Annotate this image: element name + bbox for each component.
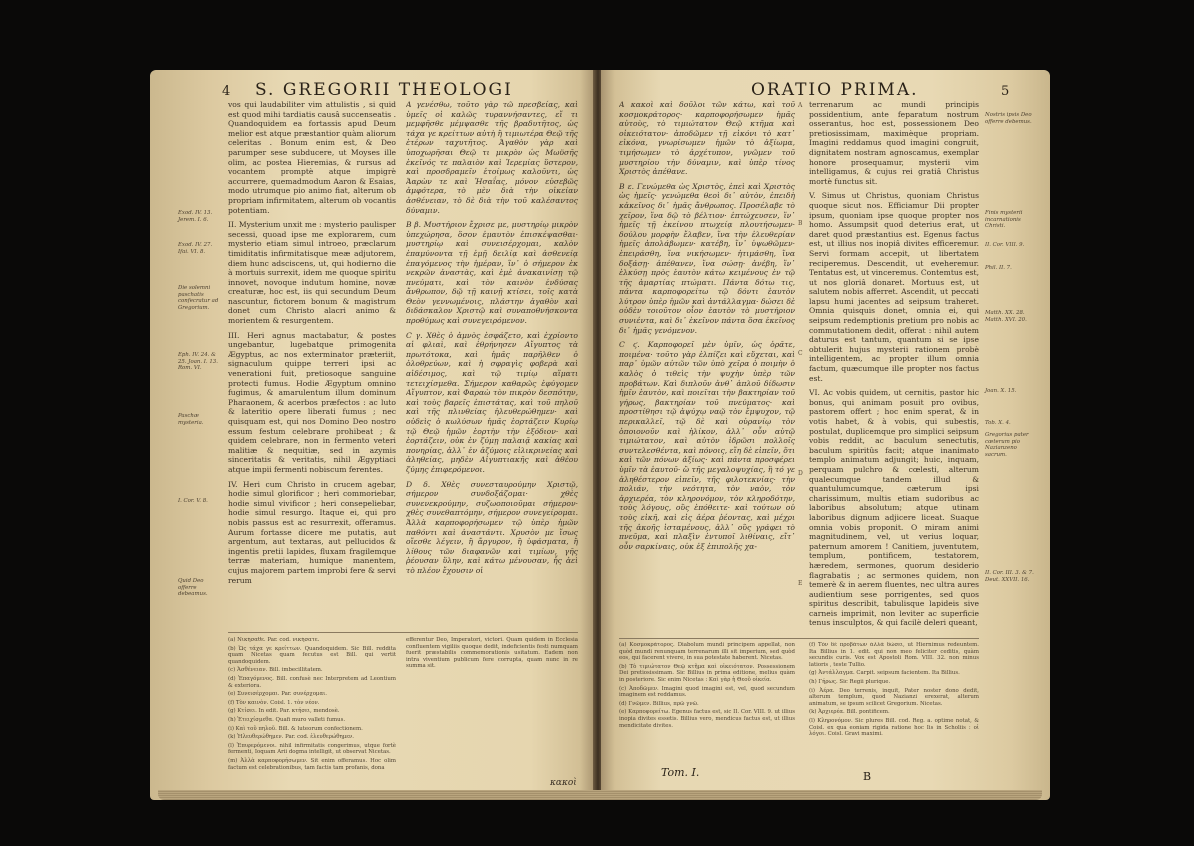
line-letter: A (798, 102, 803, 109)
footnote: (i) Καὶ τοῦ πηλοῦ. Bill. & luteorum confectionem. (228, 725, 363, 732)
footnote: (a) Νικήσαθε. Par. cod. νικήσατε. (228, 637, 320, 643)
footnote: (d) Γνῶμεν. Billius, πρῶ γνῶ. (619, 700, 699, 707)
running-head: ORATIO PRIMA. (751, 80, 919, 100)
line-letter: D (798, 470, 803, 477)
margin-note: Nostris ipsis Deo offerre debemus. (985, 112, 1032, 125)
footnote: (b) Τὸ τιμιώτατον Θεῷ κτῆμα καὶ οἰκειότατον. Possessionem Dei pretiosissimam. Sic Billius in prima editione, melius quàm in posteriore. Sic enim Nicetas : Καὶ γὰρ ἡ Θεοῦ οἰκεία. (619, 663, 795, 683)
margin-note: Finis mysterii incarnationis Christi. (985, 210, 1023, 230)
latin-paragraph: V. Simus ut Christus, quoniam Christus quoque sicut nos. Efficiamur Dii propter ipsum, quoniam ipse quoque propter nos homo. Assumpsit quod deterius erat, ut daret quod præstantius est. Egenus factus est, ut illius nos inopiâ divites efficeremur. Servi formam accepit, ut libertatem reciperemus. Descendit, ut eveheremur. Tentatus est, ut vinceremus. Contemtus est, ut nos gloriâ donaret. Mortuus est, ut salutem nobis afferret. Ascendit, ut peccati lapsu humi jacentes ad seipsum traheret. Omnia quisquis donet, omnia ei, qui seipsum redemptionis pretium pro nobis ac commutationem dedit, offerat : nihil autem daturus est tantum, quantum si se ipse obtulerit hujus mysterii rationem probè intelligentem, ac propter illum omnia factum, quæcumque ille propter nos factus est. (809, 191, 979, 383)
footnote: (d) Ἐπαγόμενος. Bill. confusè nec Interpretem ad Leontium & exteriora. (228, 675, 396, 689)
greek-column (406, 100, 578, 628)
latin-column (228, 100, 396, 628)
footnotes-right-col (406, 637, 578, 785)
footnote: (f) Τὸν καινὸν. Coisl. 1. τὸν νέον. (228, 699, 320, 706)
margin-note: Phil. II. 7. (985, 265, 1012, 271)
footnote: (b) Ὡς τάχα γε κρείττων. Quandoquidem. Sic Bill. reddita quam Nicetas quam fecutus est Bill. qui vertit quandoquidem. (228, 645, 396, 665)
footnote: (l) Ἐπιφερόμενοι. nihil infirmitatis congerimus, utque fortè fermenti, Ioquam Arii dogma intelligit, ut observat Nicetas. (228, 742, 396, 756)
greek-paragraph: B β. Μυστήριον ἔχρισε με, μυστηρίῳ μικρὸν ὑπεχώρησα, ὅσον ἐμαυτὸν ἐπισκέψασθαι· μυστηρίῳ καὶ συνεισέρχομαι, καλὸν ἐπαμύνοντα τῇ ἐμῇ δειλίᾳ καὶ ἀσθενείᾳ ἐπαγόμενος τὴν ἡμέραν, ἵν᾽ ὁ σήμερον ἐκ νεκρῶν ἀναστὰς, καὶ ἐμὲ ἀνακαινίσῃ τῷ πνεύματι, καὶ τὸν καινὸν ἐνδύσας ἄνθρωπον, δῷ τῇ καινῇ κτίσει, τοῖς κατὰ Θεὸν γεννωμένοις, πλάστην ἀγαθὸν καὶ διδάσκαλον Χριστῷ καὶ συναποθνήσκοντα προθύμως καὶ συνεγειρόμενον. (406, 220, 578, 326)
latin-column (809, 100, 979, 635)
page-number: 4 (222, 84, 231, 99)
greek-paragraph: C γ. Χθὲς ὁ ἀμνὸς ἐσφάζετο, καὶ ἐχρίοντο αἱ φλιαὶ, καὶ ἐθρήνησεν Αἴγυπτος τὰ πρωτότοκα, καὶ ἡμᾶς παρῆλθεν ὁ ὀλοθρεύων, καὶ ἡ σφραγὶς φοβερὰ καὶ αἰδέσιμος, καὶ τῷ τιμίῳ αἵματι τετειχίσμεθα. Σήμερον καθαρῶς ἐφύγομεν Αἴγυπτον, καὶ Φαραὼ τὸν πικρὸν δεσπότην, καὶ τοὺς βαρεῖς ἐπιστάτας, καὶ τοῦ πηλοῦ καὶ τῆς πλινθείας ἠλευθερώθημεν· καὶ οὐδεὶς ὁ κωλύσων ἡμᾶς ἑορτάζειν Κυρίῳ τῷ Θεῷ ἡμῶν ἑορτὴν τὴν ἐξόδιον· καὶ ἑορτάζειν, οὐκ ἐν ζύμῃ παλαιᾷ κακίας καὶ πονηρίας, ἀλλ᾽ ἐν ἀζύμοις εἰλικρινείας καὶ ἀληθείας, μηδὲν Αἰγυπτιακῆς καὶ ἀθέου ζύμης ἐπιφερόμενοι. (406, 330, 578, 474)
signature-mark: B (863, 770, 872, 783)
margin-note: Matth. XX. 28. Matth. XVI. 20. (985, 310, 1027, 323)
footnote: (a) Κοσμοκράτορος. Diabolum mundi principem appellat, non quòd mundi renunquam terrenarum illi sit imperium, sed quòd eos, qui facerent vivere, in sua potestate haberent. Nicetas. (619, 642, 795, 662)
margin-note: Tob. X. 4. (985, 420, 1011, 426)
open-book (150, 70, 1050, 800)
margin-note: II. Cor. III. 3. & 7. Deut. XXVII. 16. (985, 570, 1034, 583)
footnote: (g) Ἀντάλλαγμα. Carpit. seipsum facientem. Ita Billius. (809, 670, 960, 677)
page-number: 5 (1001, 84, 1010, 99)
running-head: S. GREGORII THEOLOGI (255, 80, 513, 100)
footnote: (m) Ἀλλὰ καρποφορήσωμεν. Sit enim offeramus. Hoc olim factum est celebrationibus, tam factis tam profanis, dona (228, 757, 396, 771)
line-letter: E (798, 580, 803, 587)
margin-note: Exod. IV. 13. Jerem. I. 6. (178, 210, 213, 223)
footnote: (l) Κληρονόμον. Sic plures Bill. cod. Reg. a. optime notat, & Coisl. ex qua eoniam rigida ratione hoc Iis in Scholiis : οἱ λόγοι. Coisl. Gravi maximi. (809, 717, 979, 738)
footnotes-right (809, 642, 979, 762)
margin-note: Eph. IV. 24. & 25. Joan. I. 13. Rom. VI. (178, 352, 218, 372)
footnote: (e) Συνεισέρχομαι. Par. συνέρχομαι. (228, 691, 327, 698)
margin-note: I. Cor. V. 8. (178, 498, 208, 504)
footnote-rule (619, 638, 979, 639)
footnote: (h) Ἐτειχίσμεθα. Quafi muro valleti fumus. (228, 716, 346, 723)
footnote: (k) Ἠλευθερώθημεν. Par. cod. ἐλευθερώθημεν. (228, 734, 355, 741)
margin-note: Quid Deo offerre debeamus. (178, 578, 208, 598)
greek-paragraph: D δ. Χθὲς συνεσταυρούμην Χριστῷ, σήμερον συνδοξάζομαι· χθὲς συνενεκρούμην, συζωοποιοῦμαι σήμερον· χθὲς συνεθαπτόμην, σήμερον συνεγείρομαι. Ἀλλὰ καρποφορήσωμεν τῷ ὑπὲρ ἡμῶν παθόντι καὶ ἀναστάντι. Χρυσὸν με ἴσως οἴεσθε λέγειν, ἢ ἄργυρον, ἢ ὑφάσματα, ἢ λίθους τῶν διαφανῶν καὶ τιμίων, γῆς ῥέουσαν ὕλην, καὶ κάτω μένουσαν, ἧς ἀεὶ τὸ πλέον ἔχουσιν οἱ (406, 479, 578, 575)
footnote: (c) Ἀποδῶμεν. Imagini quod imagini est, vel, quod secundum imaginem est reddamus. (619, 685, 795, 699)
footnote: (c) Ἀσθένειαν. Bill. imbecillitatem. (228, 667, 323, 674)
latin-paragraph: IV. Heri cum Christo in crucem agebar, hodie simul glorificor ; heri commoriebar, hodie simul vivificor ; heri consepeliebar, hodie simul resurgo. Itaque ei, qui pro nobis passus est ac resurrexit, offeramus. Aurum fortasse dicere me putatis, aut argentum, aut textaras, aut pellucidos & ingentis pretii lapides, fluxam fragilemque terræ materiam, humique manentem, cujus majorem partem improbi fere & servi rerum (228, 479, 396, 585)
latin-paragraph: VI. Ac vobis quidem, ut cernitis, pastor hic bonus, qui animam posuit pro ovibus, pastorem offert ; hoc enim sperat, & in votis habet, & à vobis, qui subestis, postulat, duplicemque pro simplici seipsum vobis reddit, ac baculum senectutis, baculum spiritûs facit; atque inanimato templo animatum adjungit; huic, inquam, perquam pulchro & cœlesti, alterum qualecumque tandem illud & quantulumcumque, cæterum ipsi charissimum, multis etiam sudoribus ac laboribus absolutum; atque utinam laboribus dignum adjicere liceat. Suaque omnia vobis proponit. O miram animi magnitudinem, vel, ut verius loquar, paternum amorem ! Canitiem, juventutem, templum, pontificem, testatorem, hæredem, sermones, quorum desiderio flagrabatis ; ac sermones quidem, non temerè & in aerem fluentes, nec ultra aures audientium sese porrigentes, sed quos spiritus describit, tabulisque lapideis sive carneis imprimit, non leviter ac superficie tenus insculptos, & qui facilè deleri queant, (809, 388, 979, 628)
footnote: (h) Γήρως. Sic Regii plurique. (809, 678, 891, 685)
latin-paragraph: III. Heri agnus mactabatur, & postes ungebantur, lugebatque primogenita Ægyptus, ac nos exterminator præteriit, signaculum quippe terreri ipsi ac venerationi fuit, pretiosoque sanguine protecti fumus. Hodie Ægyptum omnino fugimus, & amarulentum illum dominum Pharaonem, & acerbos præfectos : ac luto & lateritio opere liberati fumus ; nec quisquam est, qui nos Domino Deo nostro essum festum celebrare prohibeat ; & quidem celebrare, non in fermento veteri malitiæ & nequitiæ, sed in azymis sinceritatis & veritatis, nihil Ægyptiaci atque impii fermenti nobiscum ferentes. (228, 330, 396, 474)
line-letters (798, 100, 806, 630)
footnote: (k) Ἀρχιερέα. Bill. pontificem. (809, 709, 890, 716)
footnote: (f) Τὸν δὲ προβάτων ἀλλὰ δώσει, ut Hiernimus redeuntem. Ita Billius in 1. edit. qui non meo feliciter ceditis, quàm secundis curis. Vox est Apostoli Rom. VIII. 32. non minus latioris , teste Tullio. (809, 642, 979, 668)
latin-paragraph: II. Mysterium unxit me : mysterio paulisper secessi, quoad ipse me explorarem, cum mysterio etiam simul introeo, præclarum timiditatis infirmitatisque meæ adjutorem, diem hunc adsciscens, ut, qui hodierno die à mortuis surrexit, idem me quoque spiritu innovet, novoque indutum homine, novæ creaturæ, hoc est, iis qui secundum Deum nascuntur, fictorem bonum & magistrum donet cum Christo alacri animo & morientem & resurgentem. (228, 220, 396, 326)
latin-paragraph: vos qui laudabiliter vim attulistis , si quid est quod mihi tardiatis causâ succenseatis . Quandoquidem ea fortassis apud Deum melior est atque præstantior quàm aliorum celeritas . Bonum enim est, & Deo parumper sese subducere, ut Moyses ille olim, ac postea Hieremias, & rursus ad vocantem promptè atque impigrè accurrere, quemadmodum Aaron & Esaias, modo utrumque pio animo fiat, alterum ob propriam infirmitatem, alterum ob vocantis potentiam. (228, 100, 396, 215)
margin-note: Gregorius pater cœterum pio Nazianzeno sacrum. (985, 432, 1029, 458)
greek-paragraph: A κακοὶ καὶ δοῦλοι τῶν κάτω, καὶ τοῦ κοσμοκράτορος· καρποφορήσωμεν ἡμᾶς αὐτοὺς, τὸ τιμιώτατον Θεῷ κτῆμα καὶ οἰκειότατον· ἀποδῶμεν τῇ εἰκόνι τὸ κατ᾽ εἰκόνα, γνωρίσωμεν ἡμῶν τὸ ἀξίωμα, τιμήσωμεν τὸ ἀρχέτυπον, γνῶμεν τοῦ μυστηρίου τὴν δύναμιν, καὶ ὑπὲρ τίνος Χριστὸς ἀπέθανε. (619, 100, 795, 177)
left-page (150, 70, 595, 800)
footnote: (i) Ἀέρα. Deo terrenis, inquit, Pater noster dono dedit, alterum templum, quod Nazianzi erexerat, alterum animatum, se ipsum scilicet Gregorium. Nicetas. (809, 687, 979, 707)
margin-note: Exod. IV. 27. Ifai. VI. 8. (178, 242, 213, 255)
margin-note: Die solemni paschatis confecratur ad Gregorium. (178, 285, 219, 311)
line-letter: C (798, 350, 803, 357)
latin-paragraph: terrenarum ac mundi principis possidentium, ante feparatum nostrum osserantus, hoc est, possessionem Deo pretiosissimam, maximèque propriam. Imagini reddamus quod imagini congruit, dignitatem nostram agnoscamus, exemplar honore prosequamur, mysterii vim intelligamus, & cujus rei gratiâ Christus mortè functus sit. (809, 100, 979, 186)
volume-catchword: Tom. I. (661, 766, 700, 779)
footnote: (e) Καρποφορείτω. Egenus factus est, sic II. Cor. VIII. 9. ut illius inopia divites essetis. Billius vero, mendicus factus est, ut illius mendicitate divites. (619, 709, 795, 729)
greek-column (619, 100, 795, 635)
margin-note: Paschæ mysteria. (178, 413, 204, 426)
line-letter: B (798, 220, 803, 227)
margin-note: II. Cor. VIII. 9. (985, 242, 1025, 248)
footnote: efferentur Deo, Imperatori, victori. Quam quidem in Ecclesia confluentem vigiliis quoque dedit, indeficientis festi numquam fuerit præstabilis commemorationis usitatum. Eadem non intra viventium publicum fere corrupta, quam nunc in re summa sit. (406, 637, 578, 670)
footnote: (g) Κτίσει. In edit. Par. κτήσει, mendosè. (228, 708, 340, 715)
catchword: κακοὶ (550, 778, 577, 788)
right-page (601, 70, 1050, 800)
page-edges (158, 790, 1042, 800)
greek-paragraph: A γενέσθω, τοῦτο γὰρ τῶ πρεσβείας, καὶ ὑμεῖς οἱ καλῶς τυραννήσαντες, εἴ τι μεμφῆσθε μέμψασθε τῆς βραδυτῆτος, ὡς τάχα γε κρείττων αὐτὴ ἢ τιμιωτέρα Θεῷ τῆς ἑτέρων ταχυτῆτος. Ἀγαθὸν γὰρ καὶ ὑποχωρῆσαι Θεῷ τι μικρὸν ὡς Μωϋσῆς ἐκεῖνός τε παλαιὸν καὶ Ἱερεμίας ὕστερον, καὶ προσδραμεῖν ἑτοίμως καλοῦντι, ὡς Ἀαρὼν τε καὶ Ἡσαΐας, μόνον εὐσεβῶς ἀμφότερα, τὸ μὲν διὰ τὴν οἰκείαν ἀσθένειαν, τὸ δὲ διὰ τὴν τοῦ καλέσαντος δύναμιν. (406, 100, 578, 215)
footnotes-left (619, 642, 795, 762)
margin-note: Joan. X. 15. (985, 388, 1017, 394)
footnotes-left (228, 637, 396, 785)
greek-paragraph: B ε. Γενώμεθα ὡς Χριστὸς, ἐπεὶ καὶ Χριστὸς ὡς ἡμεῖς· γενώμεθα θεοὶ δι᾽ αὐτὸν, ἐπειδὴ κἀκεῖνος δι᾽ ἡμᾶς ἄνθρωπος. Προσέλαβε τὸ χεῖρον, ἵνα δῷ τὸ βέλτιον· ἐπτώχευσεν, ἵν᾽ ἡμεῖς τῇ ἐκείνου πτωχείᾳ πλουτήσωμεν· δούλου μορφὴν ἔλαβεν, ἵνα τὴν ἐλευθερίαν ἡμεῖς ἀπολάβωμεν· κατέβη, ἵν᾽ ὑψωθῶμεν· ἐπειράσθη, ἵνα νικήσωμεν· ἠτιμάσθη, ἵνα δοξάσῃ· ἀπέθανεν, ἵνα σώσῃ· ἀνέβη, ἵν᾽ ἑλκύσῃ πρὸς ἑαυτὸν κάτω κειμένους ἐν τῷ τῆς ἁμαρτίας πτώματι. Πάντα δότω τις, πάντα καρποφορείτω τῷ δόντι ἑαυτὸν λύτρον ὑπὲρ ἡμῶν καὶ ἀντάλλαγμα· δώσει δὲ οὐδὲν τοιοῦτον οἷον ἑαυτὸν τὸ μυστήριον συνιέντα, καὶ δι᾽ ἐκεῖνον πάντα ὅσα ἐκεῖνος δι᾽ ἡμᾶς γενόμενον. (619, 181, 795, 335)
footnote-rule (228, 632, 578, 633)
greek-paragraph: C ϛ. Καρποφορεῖ μὲν ὑμῖν, ὡς ὁρᾶτε, ποιμένα· τοῦτο γὰρ ἐλπίζει καὶ εὔχεται, καὶ παρ᾽ ὑμῶν αὐτῶν τῶν ὑπὸ χεῖρα ὁ ποιμὴν ὁ καλὸς ὁ τιθεὶς τὴν ψυχὴν ὑπὲρ τῶν προβάτων. Καὶ διπλοῦν ἀνθ᾽ ἁπλοῦ δίδωσιν ἡμῖν ἑαυτὸν, καὶ ποιεῖται τὴν βακτηρίαν τοῦ γήρως, βακτηρίαν τοῦ πνεύματος· καὶ προστίθησι τῷ ἀψύχῳ ναῷ τὸν ἔμψυχον, τῷ περικαλλεῖ, τῷ δὲ καὶ οὐρανίῳ τὸν ὁποιονοῦν καὶ ἡλίκον, ἀλλ᾽ οὖν αὐτῷ τιμιώτατον, καὶ αὐτὸν ἱδρῶσι πολλοῖς συντελεσθέντα, καὶ πόνοις, εἴη δὲ εἰπεῖν, ὅτι καὶ τῶν πόνων ἀξίως· καὶ πάντα προσφέρει ὑμῖν τὰ ἑαυτοῦ· ὢ τῆς μεγαλοψυχίας, ἢ τό γε ἀληθέστερον εἰπεῖν, τῆς φιλοτεκνίας· τὴν πολιάν, τὴν νεότητα, τὸν ναὸν, τὸν ἀρχιερέα, τὸν κληρονόμον, τὸν κληροδότην, τοὺς λόγους, οὓς ἐπόθειτε· καὶ τούτων οὐ τοὺς εἰκῆ, καὶ εἰς ἀέρα ῥέοντας, καὶ μέχρι τῆς ἀκοῆς ἱσταμένους, ἀλλ᾽ οὓς γράφει τὸ πνεῦμα, καὶ πλαξὶν ἐντυποῖ λιθίναις, εἴτ᾽ οὖν σαρκίναις, οὐκ ἐξ ἐπιπολῆς χα- (619, 340, 795, 551)
